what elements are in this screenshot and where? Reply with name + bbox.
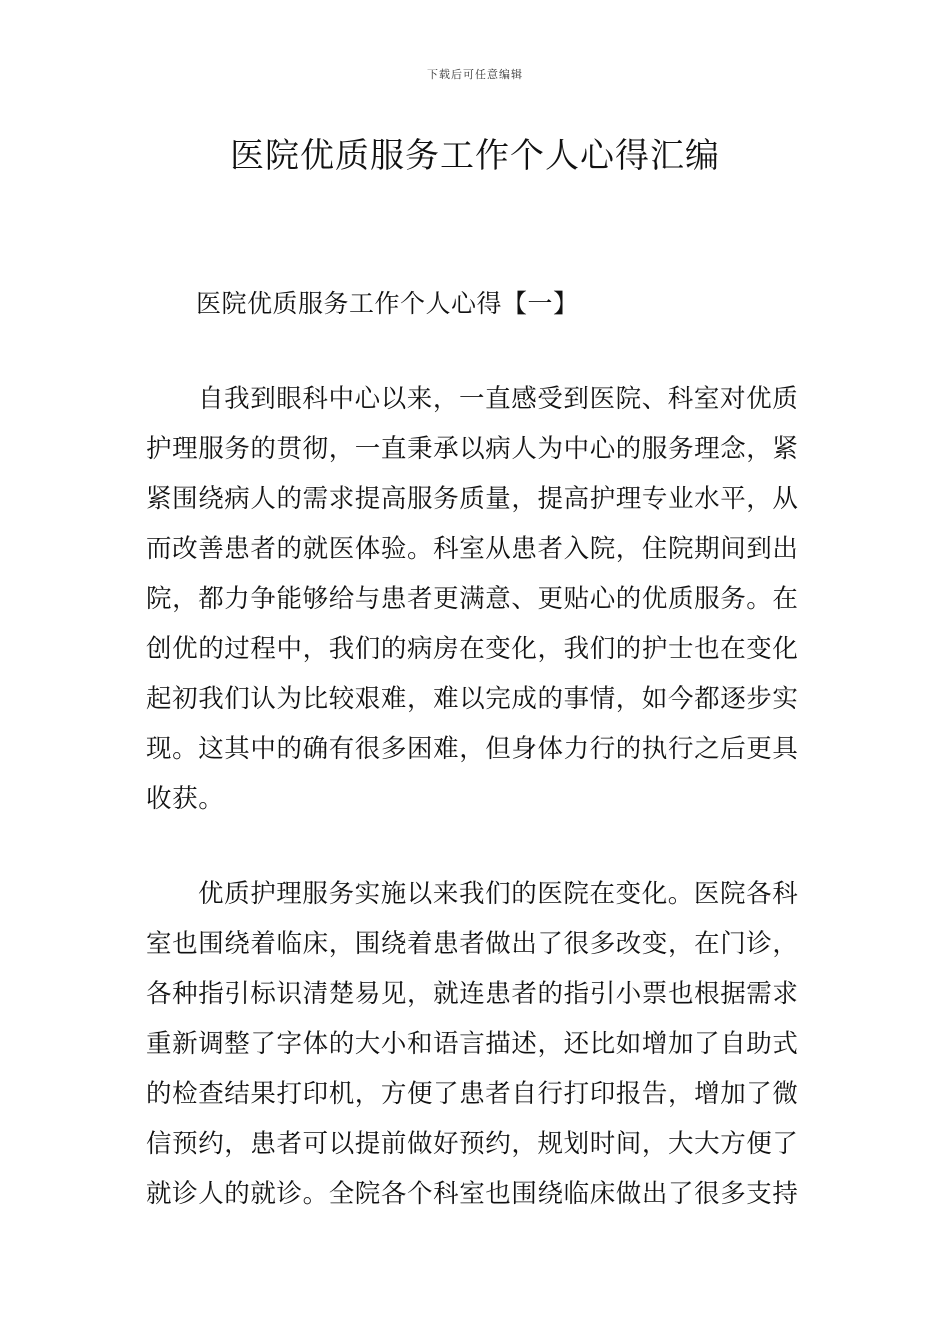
section-heading: 医院优质服务工作个人心得【一】 <box>196 289 579 318</box>
paragraph-line: 室也围绕着临床，围绕着患者做出了很多改变，在门诊， <box>146 929 799 959</box>
paragraph-line: 院，都力争能够给与患者更满意、更贴心的优质服务。在 <box>146 584 799 614</box>
document-title: 医院优质服务工作个人心得汇编 <box>230 136 720 176</box>
paragraph-line: 收获。 <box>146 784 225 814</box>
paragraph-line: 信预约，患者可以提前做好预约，规划时间，大大方便了 <box>146 1129 799 1159</box>
paragraph-line: 各种指引标识清楚易见，就连患者的指引小票也根据需求 <box>146 979 799 1009</box>
paragraph-line: 的检查结果打印机，方便了患者自行打印报告，增加了微 <box>146 1079 799 1109</box>
header-note: 下载后可任意编辑 <box>427 68 523 81</box>
paragraph-line: 就诊人的就诊。全院各个科室也围绕临床做出了很多支持 <box>146 1179 799 1209</box>
paragraph-line: 创优的过程中，我们的病房在变化，我们的护士也在变化 <box>146 634 799 664</box>
paragraph-1 <box>146 374 808 824</box>
paragraph-line: 重新调整了字体的大小和语言描述，还比如增加了自助式 <box>146 1029 799 1059</box>
paragraph-line: 护理服务的贯彻，一直秉承以病人为中心的服务理念，紧 <box>146 434 799 464</box>
paragraph-line: 自我到眼科中心以来，一直感受到医院、科室对优质 <box>198 384 799 414</box>
paragraph-line: 现。这其中的确有很多困难，但身体力行的执行之后更具 <box>146 734 799 764</box>
paragraph-line: 优质护理服务实施以来我们的医院在变化。医院各科 <box>198 879 799 909</box>
paragraph-line: 起初我们认为比较艰难，难以完成的事情，如今都逐步实 <box>146 684 799 714</box>
paragraph-line: 而改善患者的就医体验。科室从患者入院，住院期间到出 <box>146 534 799 564</box>
paragraph-2 <box>146 869 808 1219</box>
paragraph-line: 紧围绕病人的需求提高服务质量，提高护理专业水平，从 <box>146 484 799 514</box>
